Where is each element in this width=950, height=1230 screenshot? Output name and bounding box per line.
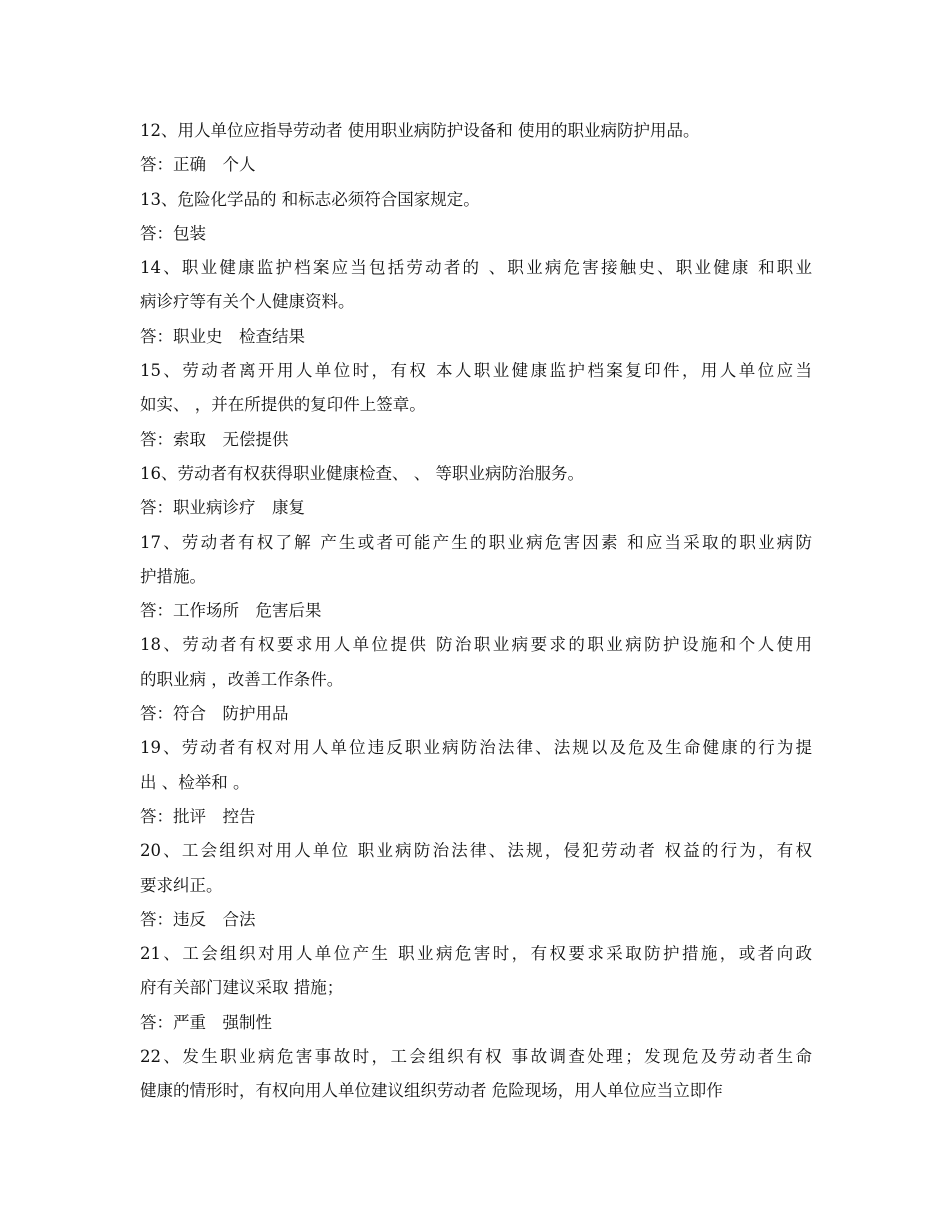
answer-line: 答：职业史 检查结果 (140, 326, 305, 346)
qa-item (140, 834, 812, 937)
qa-item (140, 731, 812, 834)
question-line: 17、劳动者有权了解 产生或者可能产生的职业病危害因素 和应当采取的职业病防 (140, 532, 812, 552)
answer-line: 答：批评 控告 (140, 806, 256, 826)
question-line: 13、危险化学品的 和标志必须符合国家规定。 (140, 189, 480, 209)
qa-item (140, 114, 812, 183)
answer-line: 答：违反 合法 (140, 909, 256, 929)
qa-item (140, 457, 812, 526)
question-line: 18、劳动者有权要求用人单位提供 防治职业病要求的职业病防护设施和个人使用 (140, 635, 812, 655)
qa-item (140, 354, 812, 457)
question-line: 护措施。 (140, 566, 206, 586)
answer-line: 答：职业病诊疗 康复 (140, 498, 305, 518)
qa-list (140, 114, 812, 1109)
qa-item (140, 628, 812, 731)
question-line: 21、工会组织对用人单位产生 职业病危害时，有权要求采取防护措施，或者向政 (140, 944, 812, 964)
question-line: 15、劳动者离开用人单位时，有权 本人职业健康监护档案复印件，用人单位应当 (140, 361, 812, 381)
question-line: 14、职业健康监护档案应当包括劳动者的 、职业病危害接触史、职业健康 和职业 (140, 258, 812, 278)
question-line: 府有关部门建议采取 措施； (140, 978, 344, 998)
answer-line: 答：索取 无偿提供 (140, 429, 289, 449)
answer-line: 答：包装 (140, 223, 206, 243)
question-line: 19、劳动者有权对用人单位违反职业病防治法律、法规以及危及生命健康的行为提 (140, 738, 812, 758)
question-line: 16、劳动者有权获得职业健康检查、 、 等职业病防治服务。 (140, 463, 584, 483)
qa-item (140, 526, 812, 629)
question-line: 出 、检举和 。 (140, 772, 250, 792)
qa-item (140, 251, 812, 354)
question-line: 如实、 ，并在所提供的复印件上签章。 (140, 395, 426, 415)
question-line: 20、工会组织对用人单位 职业病防治法律、法规，侵犯劳动者 权益的行为，有权 (140, 841, 812, 861)
answer-line: 答：严重 强制性 (140, 1012, 272, 1032)
qa-item (140, 183, 812, 252)
question-line: 的职业病 ，改善工作条件。 (140, 669, 344, 689)
qa-item (140, 937, 812, 1040)
answer-line: 答：符合 防护用品 (140, 704, 289, 724)
question-line: 12、用人单位应指导劳动者 使用职业病防护设备和 使用的职业病防护用品。 (140, 121, 700, 140)
answer-line: 答：工作场所 危害后果 (140, 601, 322, 621)
question-line: 病诊疗等有关个人健康资料。 (140, 292, 355, 312)
question-line: 要求纠正。 (140, 875, 223, 895)
question-line: 健康的情形时，有权向用人单位建议组织劳动者 危险现场，用人单位应当立即作 (140, 1081, 723, 1101)
question-line: 22、发生职业病危害事故时，工会组织有权 事故调查处理；发现危及劳动者生命 (140, 1047, 812, 1067)
qa-item (140, 1040, 812, 1109)
answer-line: 答：正确 个人 (140, 155, 256, 175)
